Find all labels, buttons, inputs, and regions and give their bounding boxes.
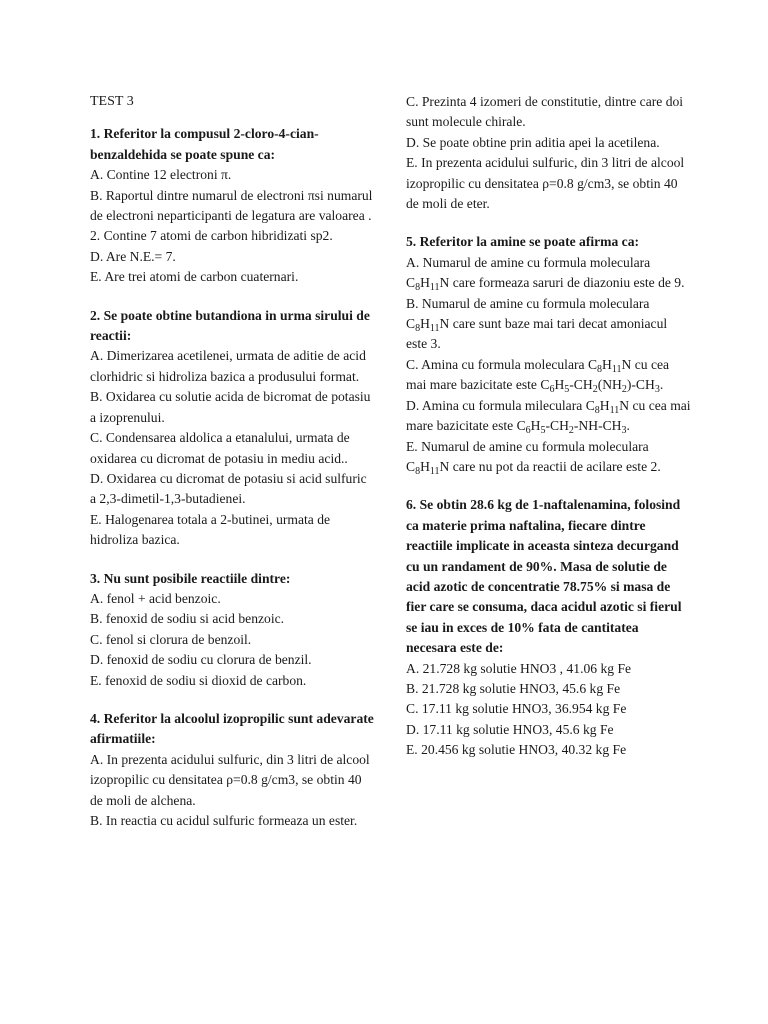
question-5-option-b: B. Numarul de amine cu formula moleculara $C_8H_{11}N$ care sunt baze mai tari decat amoniacul este 3.: [406, 295, 668, 352]
question-5-option-e: E. Numarul de amine cu formula moleculara $C_8H_{11}N$ care nu pot da reactii de acilare este 2.: [406, 438, 661, 477]
question-3-option-d: D. fenoxid de sodiu cu clorura de benzil.: [90, 652, 312, 668]
question-6-option-d: D. 17.11 kg solutie HNO3, 45.6 kg Fe: [406, 721, 614, 737]
question-4-option-b: B. In reactia cu acidul sulfuric formeaza un ester.: [90, 813, 358, 828]
formula-c8h11n: $C_8H_{11}N$: [406, 316, 450, 335]
formula-c8h11n: $C_8H_{11}N$: [406, 275, 450, 294]
question-2-option-e: E. Halogenarea totala a 2-butinei, urmata de hidroliza bazica.: [90, 511, 331, 548]
question-4-option-e: E. In prezenta acidului sulfuric, din 3 litri de alcool izopropilic cu densitatea ρ=0.8 g/cm3, se obtin 40 de moli de eter.: [406, 155, 685, 212]
question-1-option-a: A. Contine 12 electroni π.: [90, 167, 232, 183]
question-3-option-c: C. fenol si clorura de benzoil.: [90, 631, 252, 647]
question-6: [406, 495, 691, 760]
question-1-text: 1. Referitor la compusul 2-cloro-4-cian-benzaldehida se poate spune ca:: [90, 126, 319, 162]
question-4-option-a: A. In prezenta acidului sulfuric, din 3 litri de alcool izopropilic cu densitatea ρ=0.8 g/cm3, se obtin 40 de moli de alchena.: [90, 751, 370, 808]
left-column: [90, 92, 375, 849]
question-6-text: 6. Se obtin 28.6 kg de 1-naftalenamina, folosind ca materie prima naftalina, fiecare dintre reactiile implicate in aceasta sinteza decurgand cu un randament de 90%. Masa de solutie de acid azotic de concentratie 78.75% si masa de fier care se consuma, daca acidul azotic si fierul se iau in exces de 10% fata de cantitatea necesara este de:: [406, 497, 682, 656]
question-6-option-a: A. 21.728 kg solutie HNO3 , 41.06 kg Fe: [406, 660, 632, 676]
question-5: [406, 232, 691, 477]
question-2: [90, 306, 375, 551]
formula-c8h11n: $C_8H_{11}N$: [587, 356, 632, 375]
question-5-text: 5. Referitor la amine se poate afirma ca:: [406, 234, 640, 250]
question-6-option-e: E. 20.456 kg solutie HNO3, 40.32 kg Fe: [406, 742, 627, 758]
question-6-option-b: B. 21.728 kg solutie HNO3, 45.6 kg Fe: [406, 680, 621, 696]
question-4-option-c: C. Prezinta 4 izomeri de constitutie, dintre care doi sunt molecule chirale.: [406, 94, 684, 130]
question-2-text: 2. Se poate obtine butandiona in urma sirului de reactii:: [90, 307, 370, 344]
question-3-option-a: A. fenol + acid benzoic.: [90, 590, 221, 606]
question-3: [90, 569, 375, 691]
formula-c8h11n: $C_8H_{11}N$: [406, 458, 450, 477]
page-title: TEST 3: [90, 94, 134, 109]
question-1-option-b: B. Raportul dintre numarul de electroni πsi numarul de electroni neparticipanti de legatura are valoarea .: [90, 187, 373, 224]
question-4-text: 4. Referitor la alcoolul izopropilic sunt adevarate afirmatiile:: [90, 710, 374, 747]
question-4-option-d: D. Se poate obtine prin aditia apei la acetilena.: [406, 134, 660, 150]
question-4-continued: [406, 92, 691, 214]
question-5-option-d: D. Amina cu formula mileculara $C_8H_{11}N$ cu cea mai mare bazicitate este $C_6H_5-CH_2-NH-CH_3$.: [406, 397, 691, 437]
question-5-option-c: C. Amina cu formula moleculara $C_8H_{11}N$ cu cea mai mare bazicitate este $C_6H_5-CH_2(NH_2)-CH_3$.: [406, 356, 670, 396]
question-3-text: 3. Nu sunt posibile reactiile dintre:: [90, 570, 291, 586]
question-5-option-a: A. Numarul de amine cu formula moleculara $C_8H_{11}N$ care formeaza saruri de diazoniu este de 9.: [406, 254, 685, 294]
question-2-option-a: A. Dimerizarea acetilenei, urmata de aditie de acid clorhidric si hidroliza bazica a produsului format.: [90, 348, 366, 384]
formula-c8h11n: $C_8H_{11}N$: [585, 397, 630, 416]
question-3-option-e: E. fenoxid de sodiu si dioxid de carbon.: [90, 672, 307, 688]
question-1-option-c: 2. Contine 7 atomi de carbon hibridizati sp2.: [90, 228, 333, 244]
right-column: [406, 92, 691, 779]
question-2-option-d: D. Oxidarea cu dicromat de potasiu si acid sulfuric a 2,3-dimetil-1,3-butadienei.: [90, 470, 367, 507]
question-2-option-b: B. Oxidarea cu solutie acida de bicromat de potasiu a izoprenului.: [90, 389, 371, 425]
question-2-option-c: C. Condensarea aldolica a etanalului, urmata de oxidarea cu dicromat de potasiu in mediu acid..: [90, 430, 350, 466]
question-1: [90, 124, 375, 287]
question-6-option-c: C. 17.11 kg solutie HNO3, 36.954 kg Fe: [406, 701, 627, 717]
question-4: [90, 709, 375, 831]
question-1-option-d: D. Are N.E.= 7.: [90, 248, 176, 264]
question-1-option-e: E. Are trei atomi de carbon cuaternari.: [90, 269, 299, 285]
question-3-option-b: B. fenoxid de sodiu si acid benzoic.: [90, 611, 285, 627]
